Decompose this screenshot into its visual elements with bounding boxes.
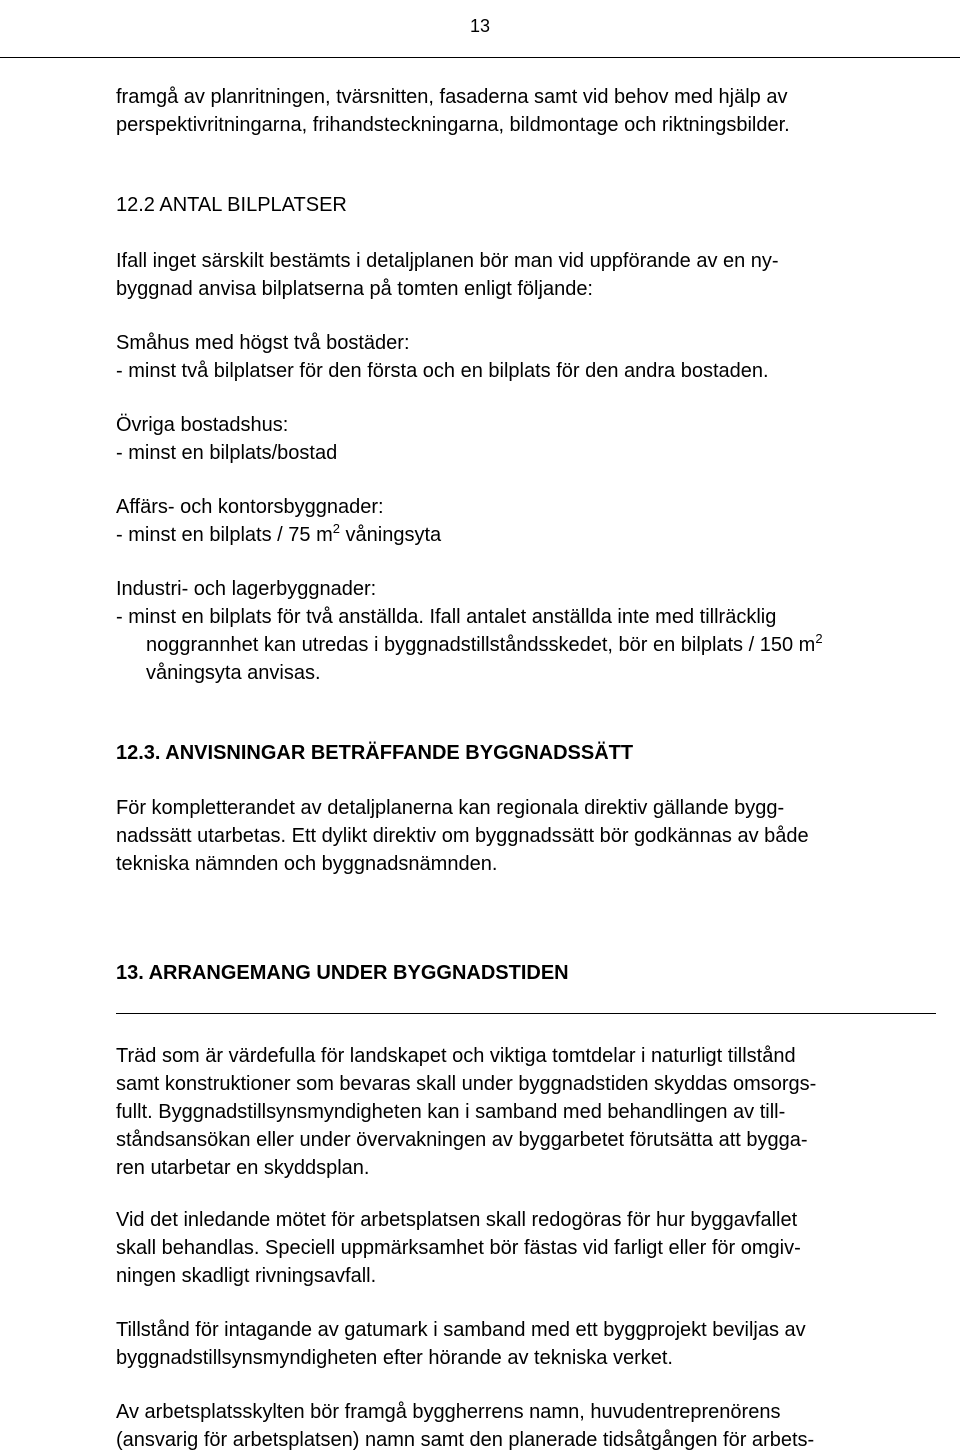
subheading: Övriga bostadshus:	[116, 414, 289, 436]
text-line: Tillstånd för intagande av gatumark i samband med ett byggprojekt beviljas av	[116, 1319, 806, 1341]
section-heading-13: 13. ARRANGEMANG UNDER BYGGNADSTIDEN	[116, 962, 569, 984]
text-line: Av arbetsplatsskylten bör framgå byggherrens namn, huvudentreprenörens	[116, 1401, 781, 1423]
text-line: byggnad anvisa bilplatserna på tomten enligt följande:	[116, 278, 593, 300]
page-number: 13	[469, 16, 491, 36]
section-12-3-paragraph	[116, 794, 809, 878]
text-line: För kompletterandet av detaljplanerna kan regionala direktiv gällande bygg-	[116, 797, 785, 819]
subheading: Affärs- och kontorsbyggnader:	[116, 496, 384, 518]
text-line: Träd som är värdefulla för landskapet och viktiga tomtdelar i naturligt tillstånd	[116, 1045, 796, 1067]
ovriga-block	[116, 411, 337, 467]
section-heading-12-3: 12.3. ANVISNINGAR BETRÄFFANDE BYGGNADSSÄTT	[116, 742, 634, 764]
section-12-2-intro	[116, 247, 779, 303]
superscript: 2	[332, 521, 340, 536]
section-13-paragraph-4	[116, 1398, 814, 1454]
text-line: fullt. Byggnadstillsynsmyndigheten kan i samband med behandlingen av till-	[116, 1101, 786, 1123]
subheading: Industri- och lagerbyggnader:	[116, 578, 377, 600]
text-line: byggnadstillsynsmyndigheten efter hörande av tekniska verket.	[116, 1347, 673, 1369]
affars-block	[116, 493, 441, 549]
list-item-text: våningsyta	[339, 524, 442, 546]
text-line: Ifall inget särskilt bestämts i detaljplanen bör man vid uppförande av en ny-	[116, 250, 779, 272]
section-heading-12-2: 12.2 ANTAL BILPLATSER	[116, 194, 347, 216]
list-item-continuation	[116, 631, 823, 659]
list-item: - minst två bilplatser för den första och en bilplats för den andra bostaden.	[116, 360, 769, 382]
text-line: ren utarbetar en skyddsplan.	[116, 1157, 370, 1179]
list-item: - minst en bilplats för två anställda. Ifall antalet anställda inte med tillräcklig	[116, 606, 777, 628]
smahus-block	[116, 329, 769, 385]
section-13-paragraph-1	[116, 1042, 816, 1182]
text-line: Vid det inledande mötet för arbetsplatsen skall redogöras för hur byggavfallet	[116, 1209, 798, 1231]
list-item-text: noggrannhet kan utredas i byggnadstillståndsskedet, bör en bilplats / 150 m	[146, 634, 816, 656]
header-rule	[0, 57, 960, 58]
text-line: ningen skadligt rivningsavfall.	[116, 1265, 377, 1287]
list-item: - minst en bilplats/bostad	[116, 442, 338, 464]
text-line: (ansvarig för arbetsplatsen) namn samt den planerade tidsåtgången för arbets-	[116, 1429, 815, 1451]
text-line: ståndsansökan eller under övervakningen av byggarbetet förutsätta att bygga-	[116, 1129, 808, 1151]
text-line: skall behandlas. Speciell uppmärksamhet bör fästas vid farligt eller för omgiv-	[116, 1237, 801, 1259]
page-header	[0, 0, 960, 58]
subheading: Småhus med högst två bostäder:	[116, 332, 410, 354]
text-line: perspektivritningarna, frihandsteckningarna, bildmontage och riktningsbilder.	[116, 114, 790, 136]
list-item	[116, 521, 441, 549]
section-rule	[116, 1013, 936, 1014]
text-line: nadssätt utarbetas. Ett dylikt direktiv om byggnadssätt bör godkännas av både	[116, 825, 809, 847]
list-item-continuation: våningsyta anvisas.	[146, 662, 321, 684]
text-line: tekniska nämnden och byggnadsnämnden.	[116, 853, 498, 875]
text-line: samt konstruktioner som bevaras skall under byggnadstiden skyddas omsorgs-	[116, 1073, 817, 1095]
section-13-paragraph-2	[116, 1206, 801, 1290]
text-line: framgå av planritningen, tvärsnitten, fasaderna samt vid behov med hjälp av	[116, 86, 788, 108]
list-item-text: - minst en bilplats / 75 m	[116, 524, 333, 546]
superscript: 2	[815, 631, 823, 646]
section-13-paragraph-3	[116, 1316, 806, 1372]
intro-paragraph	[116, 83, 790, 139]
industri-block	[116, 575, 823, 687]
